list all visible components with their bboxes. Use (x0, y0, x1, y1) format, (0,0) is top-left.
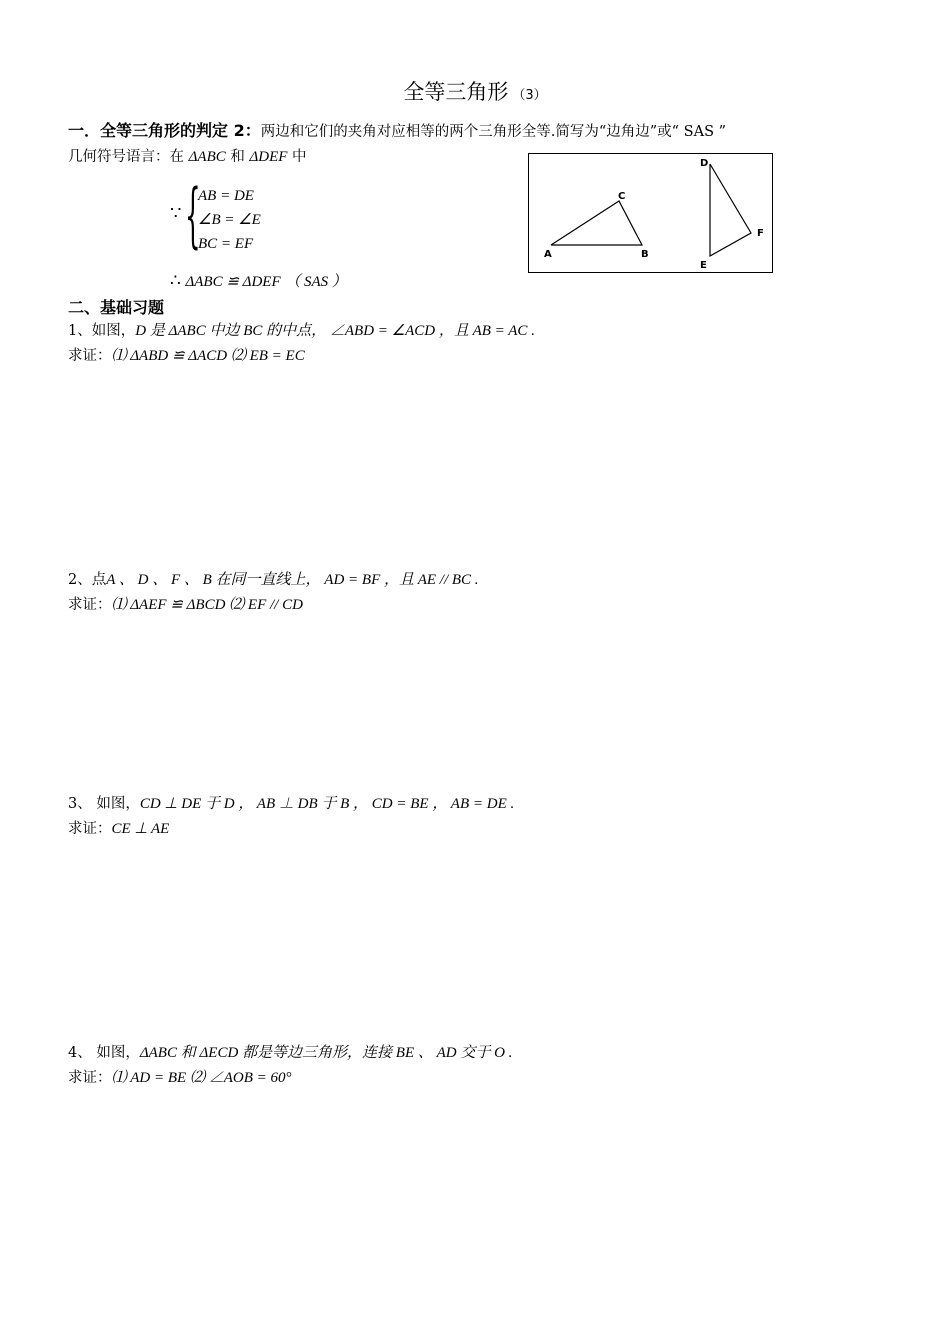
problem-2-prove (68, 595, 303, 615)
page-title (0, 76, 950, 106)
triangle-def (710, 164, 751, 256)
problem-3-body: CD ⊥ DE 于 D ， AB ⊥ DB 于 B ， CD = BE ， AB = DE . (139, 796, 515, 812)
section1-line (68, 121, 726, 142)
problem-2-statement (68, 570, 479, 590)
lang-prefix: 几何符号语言：在 (68, 149, 184, 165)
problem-4-body: ΔABC 和 ΔECD 都是等边三角形，连接 BE 、 AD 交于 O . (139, 1045, 513, 1061)
lang-tri2: ΔDEF (249, 149, 288, 165)
problem-3-lead: 3、 如图， (68, 796, 140, 812)
problem-4-prove (68, 1068, 291, 1088)
because-symbol: ∵ (170, 203, 182, 224)
conclusion-line (170, 271, 347, 292)
problem-2-lead: 2、点 (68, 572, 107, 588)
label-d: D (700, 158, 709, 169)
condition-3: BC = EF (198, 236, 254, 252)
therefore-symbol: ∴ (170, 271, 181, 291)
problem-1-lead: 1、如图， (68, 323, 136, 339)
label-a: A (544, 249, 552, 260)
conclusion: ΔABC ≌ ΔDEF (185, 274, 281, 290)
problem-3-goal: CE ⊥ AE (111, 821, 170, 837)
label-f: F (757, 228, 764, 239)
problem-2-goal: ⑴ ΔAEF ≌ ΔBCD ⑵ EF // CD (111, 597, 303, 613)
symbol-language-line (68, 147, 307, 167)
label-b: B (641, 249, 649, 260)
lang-tri1: ΔABC (188, 149, 226, 165)
problem-1-statement (68, 321, 535, 341)
problem-4-statement (68, 1043, 512, 1063)
brace: { (185, 174, 201, 256)
title-sub: （3） (512, 88, 547, 103)
triangle-figure (528, 153, 773, 273)
label-e: E (700, 260, 707, 271)
section2-heading: 二、基础习题 (68, 298, 165, 317)
problem-4-goal: ⑴ AD = BE ⑵ ∠AOB = 60° (111, 1070, 292, 1086)
prove-label: 求证： (68, 1070, 112, 1086)
conclusion-reason: （ SAS ） (285, 274, 347, 290)
triangle-abc (551, 201, 642, 245)
condition-1: AB = DE (198, 188, 254, 204)
prove-label: 求证： (68, 821, 112, 837)
problem-3-statement (68, 794, 514, 814)
lang-and: 和 (230, 149, 245, 165)
prove-label: 求证： (68, 348, 112, 364)
section1-text: 两边和它们的夹角对应相等的两个三角形全等.简写为“边角边”或“ SAS ” (260, 124, 727, 140)
problem-3-prove (68, 819, 169, 839)
problem-4-lead: 4、 如图， (68, 1045, 140, 1061)
prove-label: 求证： (68, 597, 112, 613)
lang-suffix: 中 (292, 149, 307, 165)
conditions (198, 184, 261, 256)
section1-heading: 一．全等三角形的判定 2： (68, 121, 261, 140)
title-main: 全等三角形 (403, 80, 509, 104)
problem-2-body: A 、 D 、 F 、 B 在同一直线上， AD = BF ，且 AE // BC . (106, 572, 479, 588)
problem-1-prove (68, 346, 305, 366)
problem-1-body: D 是 ΔABC 中边 BC 的中点， ∠ABD = ∠ACD ，且 AB = AC . (135, 323, 535, 339)
problem-1-goal: ⑴ ΔABD ≌ ΔACD ⑵ EB = EC (111, 348, 305, 364)
label-c: C (618, 191, 626, 202)
condition-2: ∠B = ∠E (198, 212, 261, 228)
